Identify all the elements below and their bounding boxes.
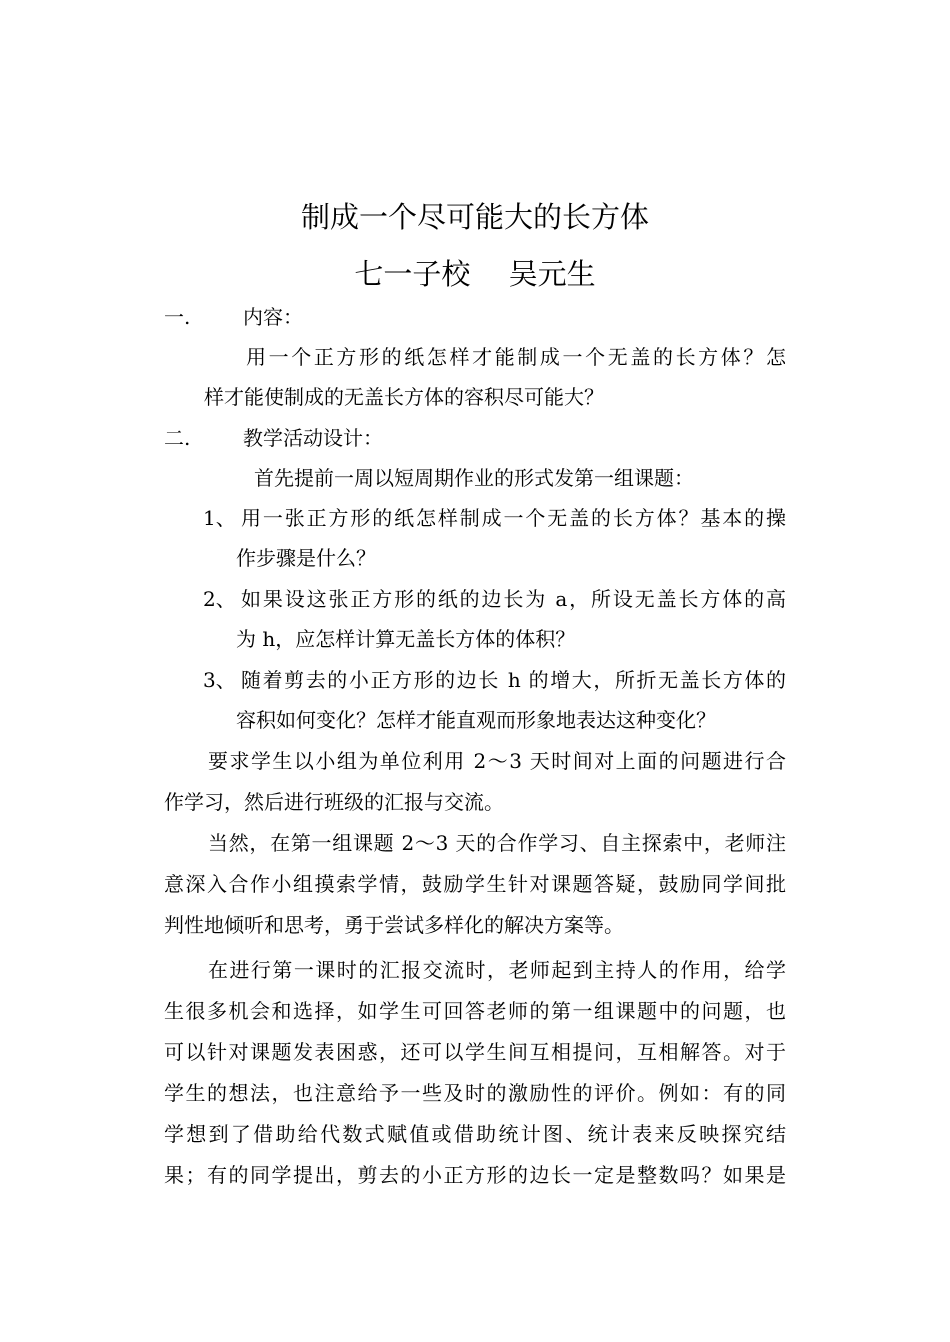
- section-1-line-2: 样才能使制成的无盖长方体的容积尽可能大？: [204, 385, 604, 409]
- section-1-number: 一.: [164, 305, 191, 329]
- paragraph-3-line-4: 学生的想法，也注意给予一些及时的激励性的评价。例如：有的同: [164, 1081, 786, 1105]
- section-2-intro: 首先提前一周以短周期作业的形式发第一组课题：: [254, 466, 694, 490]
- item-3-line-2: 容积如何变化？怎样才能直观而形象地表达这种变化？: [236, 708, 716, 732]
- item-2-number: 2、: [203, 587, 236, 611]
- item-1-line-1: 用一张正方形的纸怎样制成一个无盖的长方体？基本的操: [241, 506, 786, 530]
- section-2-heading: 教学活动设计：: [243, 426, 383, 450]
- paragraph-3-line-3: 可以针对课题发表困惑，还可以学生间互相提问，互相解答。对于: [164, 1040, 786, 1064]
- section-1-line-1: 用一个正方形的纸怎样才能制成一个无盖的长方体？怎: [246, 345, 786, 369]
- item-1-line-2: 作步骤是什么？: [236, 546, 376, 570]
- paragraph-1-line-2: 作学习，然后进行班级的汇报与交流。: [164, 790, 504, 814]
- paragraph-1-line-1: 要求学生以小组为单位利用 2～3 天时间对上面的问题进行合: [208, 749, 786, 773]
- section-2-number: 二.: [164, 426, 191, 450]
- item-3-number: 3、: [203, 668, 236, 692]
- document-title: 制成一个尽可能大的长方体: [300, 200, 649, 234]
- paragraph-3-line-5: 学想到了借助给代数式赋值或借助统计图、统计表来反映探究结: [164, 1122, 786, 1146]
- item-2-line-2: 为 h，应怎样计算无盖长方体的体积？: [236, 627, 576, 651]
- paragraph-3-line-2: 生很多机会和选择，如学生可回答老师的第一组课题中的问题，也: [164, 999, 786, 1023]
- paragraph-3-line-6: 果；有的同学提出，剪去的小正方形的边长一定是整数吗？如果是: [164, 1163, 786, 1187]
- paragraph-2-line-2: 意深入合作小组摸索学情，鼓励学生针对课题答疑，鼓励同学间批: [164, 872, 786, 896]
- paragraph-2-line-3: 判性地倾听和思考，勇于尝试多样化的解决方案等。: [164, 913, 624, 937]
- paragraph-3-line-1: 在进行第一课时的汇报交流时，老师起到主持人的作用，给学: [208, 958, 786, 982]
- item-2-line-1: 如果设这张正方形的纸的边长为 a，所设无盖长方体的高: [241, 587, 786, 611]
- author-line: 七一子校 吴元生: [354, 257, 596, 291]
- section-1-heading: 内容：: [243, 305, 303, 329]
- item-3-line-1: 随着剪去的小正方形的边长 h 的增大，所折无盖长方体的: [241, 668, 786, 692]
- paragraph-2-line-1: 当然，在第一组课题 2～3 天的合作学习、自主探索中，老师注: [208, 831, 786, 855]
- item-1-number: 1、: [203, 506, 236, 530]
